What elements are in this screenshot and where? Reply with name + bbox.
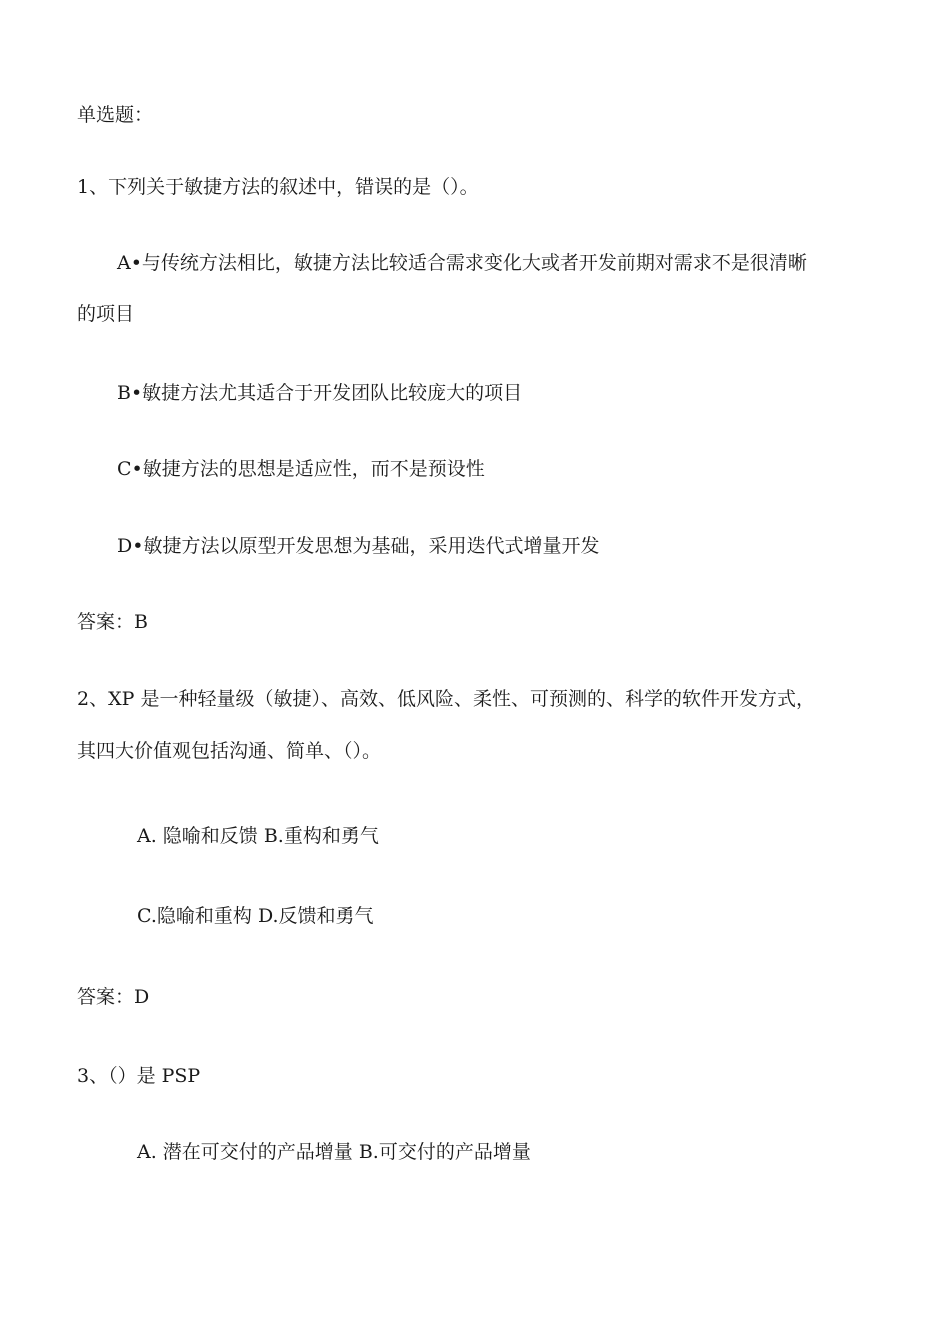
question-2-stem: 2、XP 是一种轻量级（敏捷）、高效、低风险、柔性、可预测的、科学的软件开发方式， bbox=[77, 688, 815, 710]
question-1-answer: 答案：B bbox=[77, 611, 148, 633]
question-1-option-d: D•敏捷方法以原型开发思想为基础，采用迭代式增量开发 bbox=[117, 535, 600, 557]
question-1-stem: 1、下列关于敏捷方法的叙述中，错误的是（）。 bbox=[77, 176, 479, 198]
question-2-stem-continued: 其四大价值观包括沟通、简单、（）。 bbox=[77, 740, 382, 762]
question-3-stem: 3、（）是 PSP bbox=[77, 1065, 201, 1087]
question-2-answer: 答案：D bbox=[77, 986, 150, 1008]
question-2-options-cd: C.隐喻和重构 D.反馈和勇气 bbox=[137, 905, 374, 927]
question-1-option-a-continued: 的项目 bbox=[77, 303, 135, 325]
question-1-option-c: C•敏捷方法的思想是适应性，而不是预设性 bbox=[117, 458, 485, 480]
section-title: 单选题： bbox=[77, 104, 154, 126]
question-3-options-ab: A. 潜在可交付的产品增量 B.可交付的产品增量 bbox=[137, 1141, 531, 1163]
question-1-option-b: B•敏捷方法尤其适合于开发团队比较庞大的项目 bbox=[117, 382, 523, 404]
question-1-option-a: A•与传统方法相比，敏捷方法比较适合需求变化大或者开发前期对需求不是很清晰 bbox=[117, 252, 807, 274]
question-2-options-ab: A. 隐喻和反馈 B.重构和勇气 bbox=[137, 825, 379, 847]
